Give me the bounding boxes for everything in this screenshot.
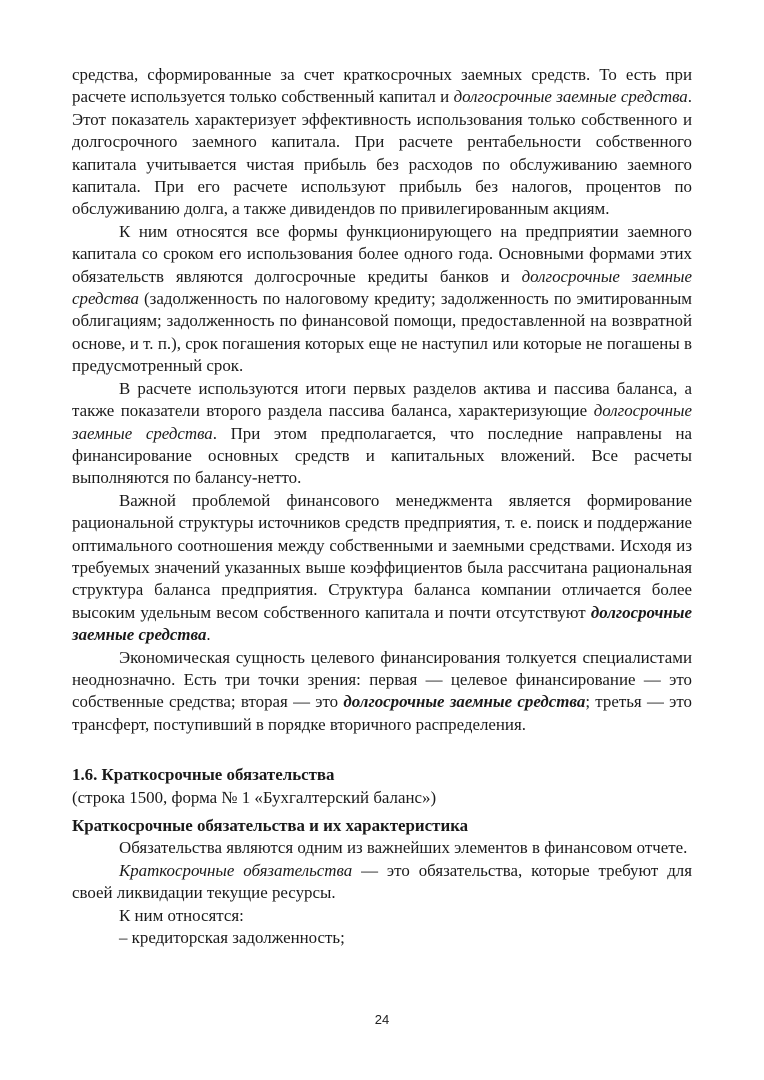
list-item: – кредиторская задолженность; [119,928,345,948]
text-run: Экономическая сущность целевого финансирования толкуется специалистами неоднозначно. Есть три точки зрения: первая — целевое финансирование — это собственные средства; вторая — это [72,647,692,712]
text-run: Важной проблемой финансового менеджмента является формирование рациональной структуры источников средств предприятия, т. е. поиск и поддержание оптимального соотношения между собственными и заемными средствами. Исходя из требуемых значений указанных выше коэффициентов была рассчитана рациональная структура баланса предприятия. Структура баланса компании отличается более высоким удельным весом собственного капитала и почти отсутствуют [72,490,692,622]
italic-term: долгосрочные заемные средства [453,87,688,107]
italic-term: долгосрочные заемные средства [72,401,692,443]
paragraph-3 [72,378,692,490]
page-number: 24 [374,1012,390,1027]
text-run: . Этот показатель характеризует эффективность использования только собственного и долгосрочного заемного капитала. При расчете рентабельности собственного капитала учитывается чистая прибыль без расходов по обслуживанию заемного капитала. При его расчете используют прибыль без налогов, процентов по обслуживанию долга, а также дивидендов по привилегированным акциям. [72,87,692,219]
text-run: средства, сформированные за счет краткосрочных заемных средств. То есть при расчете используется только собственный капитал и [72,65,692,107]
paragraph-7 [72,860,692,905]
text-run: . При этом предполагается, что последние направлены на финансирование основных средств и капитальных вложений. Все расчеты выполняются по балансу-нетто. [72,423,692,488]
section-subtitle: (строка 1500, форма № 1 «Бухгалтерский баланс») [72,787,437,807]
text-run: — это обязательства, которые требуют для своей ликвидации текущие ресурсы. [72,860,692,903]
text-run: (задолженность по налоговому кредиту; задолженность по эмитированным облигациям; задолженность по финансовой помощи, предоставленной на возвратной основе, и т. п.), срок погашения которых еще не наступил или которые не погашены в предусмотренный срок. [72,289,692,376]
paragraph-8: К ним относятся: [119,905,244,925]
section-spacer [72,736,692,764]
paragraph-2 [72,221,692,378]
italic-term: Краткосрочные обязательства [119,860,353,880]
paragraph-6: Обязательства являются одним из важнейших элементов в финансовом отчете. [119,838,688,858]
text-run: К ним относятся все формы функционирующего на предприятии заемного капитала со сроком его использования более одного года. Основными формами этих обязательств являются долгосрочные кредиты банков и [72,221,692,286]
text-run: . [206,625,211,645]
italic-term: долгосрочные заемные средства [72,266,692,309]
text-run: ; третья — это трансферт, поступивший в порядке вторичного распределения. [72,692,692,734]
bold-italic-term: долгосрочные заемные средства [72,602,692,645]
paragraph-1 [72,64,692,221]
document-page [72,64,692,949]
section-subheading: Краткосрочные обязательства и их характеристика [72,816,469,835]
bold-italic-term: долгосрочные заемные средства [343,692,586,712]
paragraph-4 [72,490,692,647]
paragraph-5 [72,647,692,737]
section-title: 1.6. Краткосрочные обязательства [72,765,335,785]
text-run: В расчете используются итоги первых разделов актива и пассива баланса, а также показатели второго раздела пассива баланса, характеризующие [72,378,692,421]
